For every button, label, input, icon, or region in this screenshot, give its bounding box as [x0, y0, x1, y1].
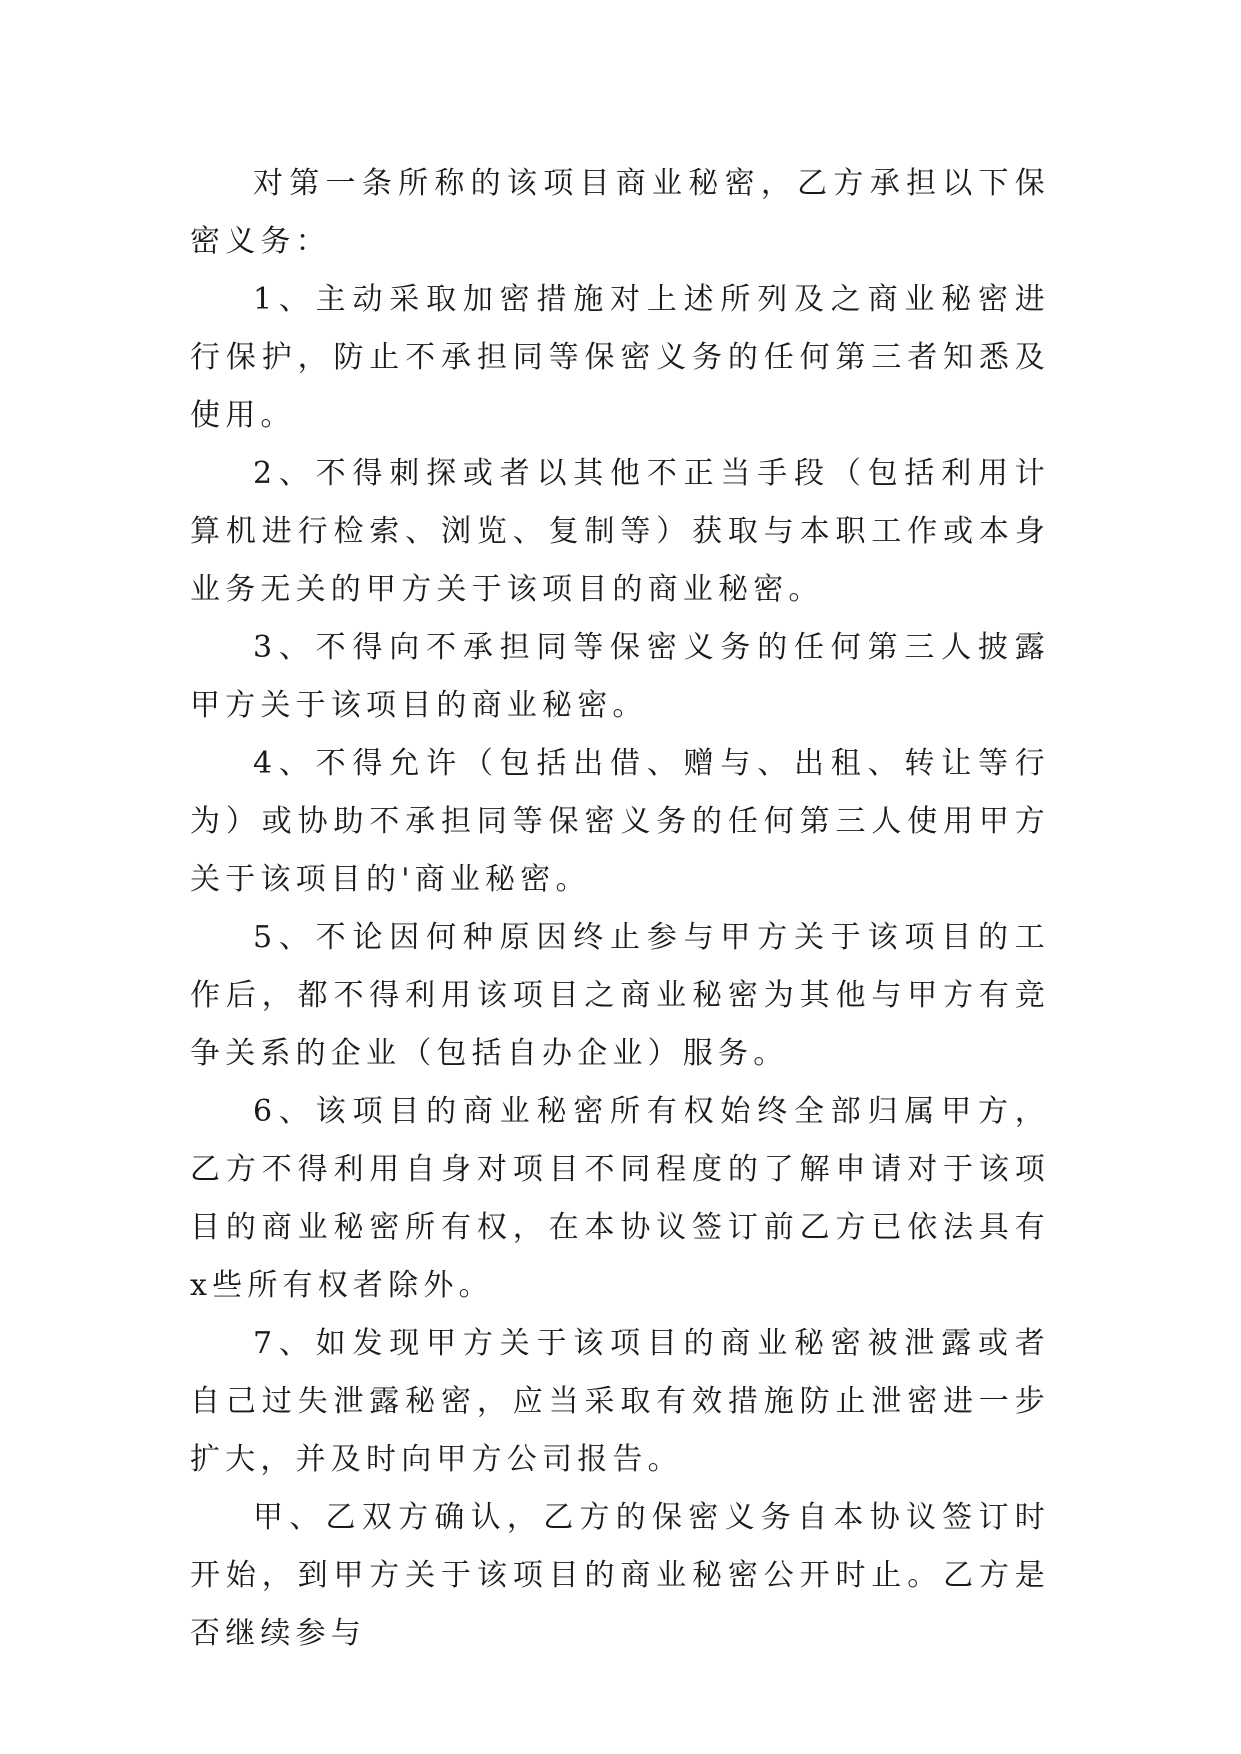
document-body [190, 155, 1050, 1663]
paragraph-item-4: 4、不得允许（包括出借、赠与、出租、转让等行为）或协助不承担同等保密义务的任何第三人使用甲方关于该项目的'商业秘密。 [190, 746, 1050, 897]
paragraph-item-2: 2、不得刺探或者以其他不正当手段（包括利用计算机进行检索、浏览、复制等）获取与本职工作或本身业务无关的甲方关于该项目的商业秘密。 [190, 456, 1050, 607]
paragraph-item-7: 7、如发现甲方关于该项目的商业秘密被泄露或者自己过失泄露秘密，应当采取有效措施防止泄密进一步扩大，并及时向甲方公司报告。 [190, 1326, 1050, 1477]
paragraph-item-3: 3、不得向不承担同等保密义务的任何第三人披露甲方关于该项目的商业秘密。 [190, 630, 1050, 723]
paragraph-item-6: 6、该项目的商业秘密所有权始终全部归属甲方，乙方不得利用自身对项目不同程度的了解申请对于该项目的商业秘密所有权，在本协议签订前乙方已依法具有x些所有权者除外。 [190, 1094, 1050, 1303]
paragraph-item-5: 5、不论因何种原因终止参与甲方关于该项目的工作后，都不得利用该项目之商业秘密为其他与甲方有竞争关系的企业（包括自办企业）服务。 [190, 920, 1050, 1071]
paragraph-item-1: 1、主动采取加密措施对上述所列及之商业秘密进行保护，防止不承担同等保密义务的任何第三者知悉及使用。 [190, 282, 1050, 433]
paragraph-intro: 对第一条所称的该项目商业秘密，乙方承担以下保密义务： [190, 166, 1050, 259]
paragraph-confirmation: 甲、乙双方确认，乙方的保密义务自本协议签订时开始，到甲方关于该项目的商业秘密公开时止。乙方是否继续参与 [190, 1500, 1050, 1651]
